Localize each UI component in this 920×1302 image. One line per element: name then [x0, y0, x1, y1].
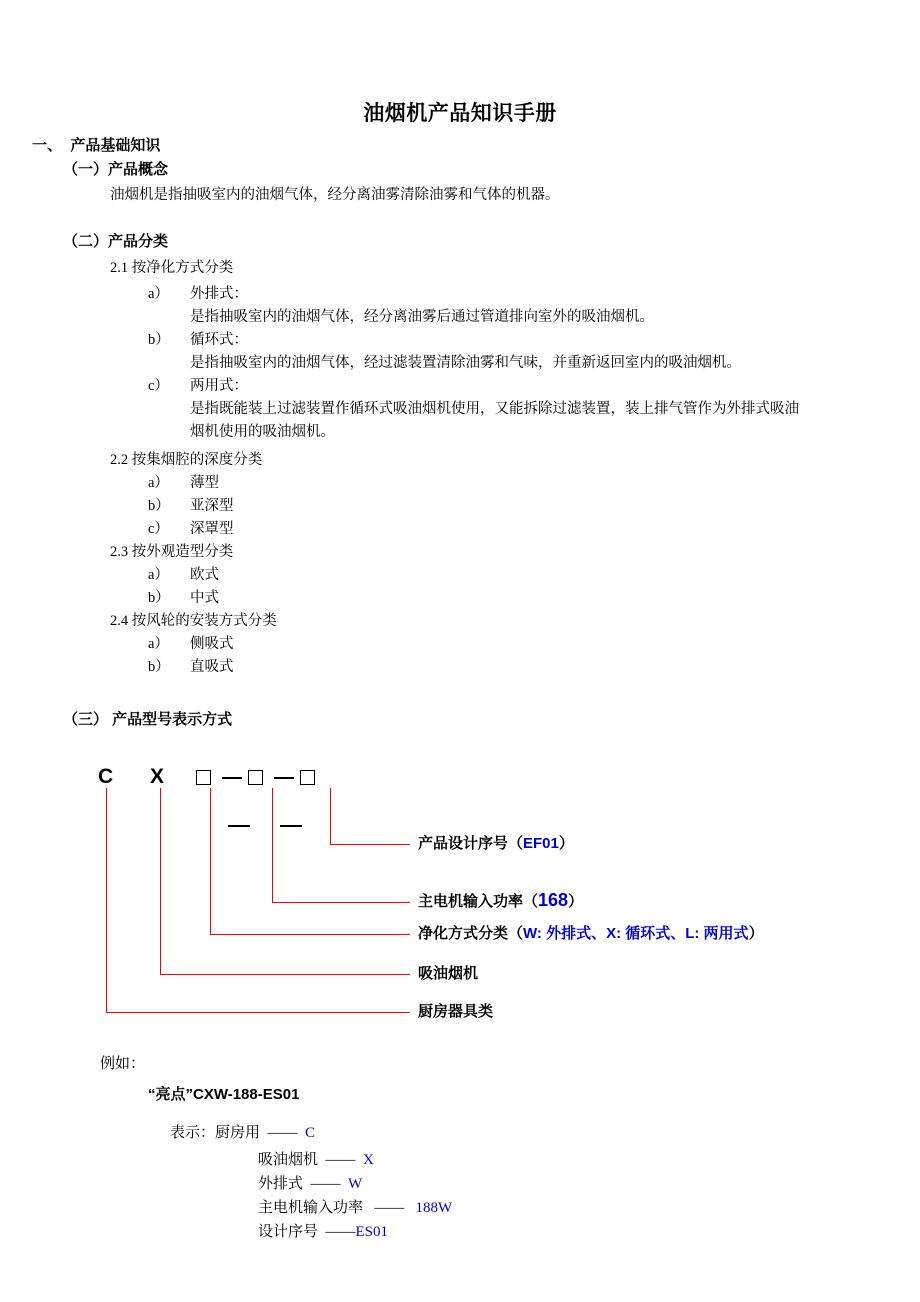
callout-purification-type-tail: ） — [748, 925, 764, 942]
callout-purification-type-value: W: 外排式、X: 循环式、L: 两用式 — [523, 925, 749, 942]
example-row-1-name: 表示：厨房用 — [170, 1125, 261, 1141]
item-marker-2-4-b: b） — [148, 659, 170, 675]
callout-motor-power-text: 主电机输入功率（ — [418, 893, 539, 910]
group-label-2-4: 2.4 按风轮的安装方式分类 — [110, 613, 277, 629]
leader-line-v-5 — [106, 788, 107, 1012]
leader-line-h-2 — [272, 902, 410, 903]
code-dash-3 — [228, 825, 250, 827]
code-box-1 — [196, 770, 211, 785]
example-row-4-name: 主电机输入功率 — [258, 1200, 364, 1216]
item-term-2-2-b: 亚深型 — [190, 498, 234, 514]
example-row-2-dash: —— — [325, 1152, 356, 1168]
callout-design-serial-value: EF01 — [523, 835, 559, 852]
callout-motor-power-value: 168 — [538, 890, 569, 910]
callout-design-serial — [418, 832, 574, 853]
page-title: 油烟机产品知识手册 — [363, 102, 557, 125]
item-term-2-4-b: 直吸式 — [190, 659, 234, 675]
callout-range-hood: 吸油烟机 — [418, 965, 479, 982]
leader-line-h-3 — [210, 934, 410, 935]
example-row-5-value: ES01 — [355, 1224, 389, 1240]
example-row-2-value: X — [363, 1152, 374, 1168]
callout-motor-power-tail: ） — [568, 893, 584, 910]
item-term-2-4-a: 侧吸式 — [190, 636, 234, 652]
code-dash-4 — [280, 825, 302, 827]
example-row-2-name: 吸油烟机 — [258, 1152, 319, 1168]
item-term-2-1-b: 循环式： — [190, 332, 248, 348]
example-row-3-name: 外排式 — [258, 1176, 304, 1192]
leader-line-v-2 — [272, 788, 273, 902]
example-row-1 — [170, 1121, 315, 1142]
example-row-3 — [258, 1172, 362, 1193]
item-term-2-2-c: 深罩型 — [190, 521, 234, 537]
code-dash-2 — [274, 777, 294, 779]
subsection-heading-product-classification: （二）产品分类 — [63, 233, 169, 250]
group-label-2-1: 2.1 按净化方式分类 — [110, 260, 234, 276]
leader-line-h-4 — [160, 974, 410, 975]
example-row-5-name: 设计序号 — [258, 1224, 319, 1240]
product-concept-paragraph: 油烟机是指抽吸室内的油烟气体，经分离油雾清除油雾和气体的机器。 — [110, 187, 560, 203]
example-label: 例如： — [100, 1056, 146, 1072]
item-marker-2-3-a: a） — [148, 567, 169, 583]
leader-line-h-1 — [330, 844, 410, 845]
item-term-2-1-a: 外排式： — [190, 286, 248, 302]
example-row-1-dash: —— — [267, 1125, 298, 1141]
code-dash-1 — [222, 777, 242, 779]
callout-purification-type — [418, 922, 764, 943]
example-model: “亮点”CXW-188-ES01 — [148, 1086, 300, 1103]
code-char-c: C — [98, 765, 114, 788]
item-desc-2-1-c-line2: 烟机使用的吸油烟机。 — [190, 424, 335, 440]
example-row-1-value: C — [305, 1125, 316, 1141]
leader-line-v-4 — [160, 788, 161, 974]
item-desc-2-1-a: 是指抽吸室内的油烟气体，经分离油雾后通过管道排向室外的吸油烟机。 — [190, 309, 654, 325]
callout-purification-type-text: 净化方式分类（ — [418, 925, 524, 942]
example-row-4-value: 188W — [415, 1200, 453, 1216]
leader-line-v-3 — [210, 788, 211, 934]
item-desc-2-1-b: 是指抽吸室内的油烟气体，经过滤装置清除油雾和气味，并重新返回室内的吸油烟机。 — [190, 355, 741, 371]
callout-design-serial-text: 产品设计序号（ — [418, 835, 524, 852]
item-marker-2-1-c: c） — [148, 378, 169, 394]
item-term-2-3-a: 欧式 — [190, 567, 219, 583]
item-marker-2-3-b: b） — [148, 590, 170, 606]
code-box-2 — [248, 770, 263, 785]
example-row-4 — [258, 1196, 452, 1217]
item-marker-2-2-a: a） — [148, 475, 169, 491]
item-marker-2-2-b: b） — [148, 498, 170, 514]
item-marker-2-1-a: a） — [148, 286, 169, 302]
item-term-2-3-b: 中式 — [190, 590, 219, 606]
example-row-5 — [258, 1220, 388, 1241]
item-marker-2-2-c: c） — [148, 521, 169, 537]
item-desc-2-1-c-line1: 是指既能装上过滤装置作循环式吸油烟机使用，又能拆除过滤装置，装上排气管作为外排式吸油 — [190, 401, 799, 417]
model-code-diagram — [0, 760, 920, 1050]
callout-kitchen-appliance: 厨房器具类 — [418, 1003, 494, 1020]
item-term-2-1-c: 两用式： — [190, 378, 248, 394]
callout-design-serial-tail: ） — [558, 835, 574, 852]
subsection-heading-product-concept: （一）产品概念 — [63, 161, 169, 178]
callout-motor-power — [418, 890, 583, 911]
leader-line-h-5 — [106, 1012, 410, 1013]
subsection-heading-model-code: （三） 产品型号表示方式 — [63, 711, 233, 728]
code-box-3 — [300, 770, 315, 785]
example-row-2 — [258, 1148, 374, 1169]
group-label-2-3: 2.3 按外观造型分类 — [110, 544, 234, 560]
example-row-4-dash: —— — [374, 1200, 405, 1216]
section-heading-1: 一、 产品基础知识 — [32, 137, 161, 154]
group-label-2-2: 2.2 按集烟腔的深度分类 — [110, 452, 263, 468]
item-term-2-2-a: 薄型 — [190, 475, 219, 491]
example-row-5-dash: —— — [325, 1224, 356, 1240]
item-marker-2-4-a: a） — [148, 636, 169, 652]
leader-line-v-1 — [330, 788, 331, 844]
example-row-3-value: W — [348, 1176, 363, 1192]
code-char-x: X — [150, 765, 165, 788]
example-row-3-dash: —— — [310, 1176, 341, 1192]
item-marker-2-1-b: b） — [148, 332, 170, 348]
